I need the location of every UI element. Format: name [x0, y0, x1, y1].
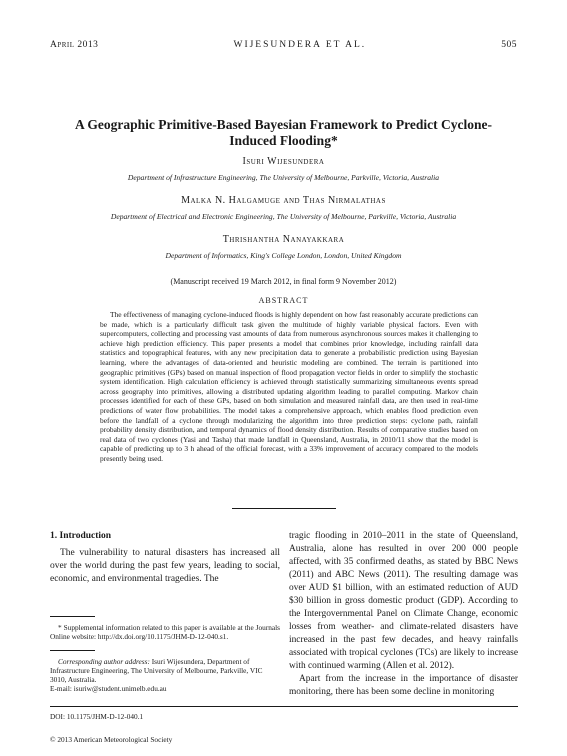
author-2: Malka N. Halgamuge and Thas Nirmalathas — [181, 195, 386, 206]
abstract-heading: ABSTRACT — [258, 296, 309, 305]
footnote-divider — [50, 616, 95, 617]
author-3: Thrishantha Nanayakkara — [222, 234, 345, 245]
corresponding-label: Corresponding author address: — [58, 656, 150, 666]
header-month: April 2013 — [50, 40, 99, 50]
running-header — [50, 40, 517, 50]
author-1: Isuri Wijesundera — [242, 156, 325, 167]
affiliation-3: Department of Informatics, King's College London, London, United Kingdom — [165, 251, 402, 260]
left-column — [50, 530, 280, 694]
right-column — [289, 530, 518, 699]
affiliation-2: Department of Electrical and Electronic Engineering, The University of Melbourne, Parkville, Victoria, Australia — [110, 212, 457, 221]
header-authors: WIJESUNDERA ET AL. — [233, 40, 367, 50]
abstract-divider — [232, 508, 336, 509]
copyright: © 2013 American Meteorological Society — [50, 735, 173, 744]
footnote-divider-2 — [50, 650, 95, 651]
corresponding-email: E-mail: isuriw@student.unimelb.edu.au — [50, 684, 167, 694]
intro-paragraph-2: Apart from the increase in the importance of disaster monitoring, there has been some decline in monitoring — [289, 674, 518, 697]
corresponding-address: Isuri Wijesundera, Department of Infrastructure Engineering, The University of Melbourne, Parkville, VIC 3010, Australia. — [50, 656, 263, 685]
abstract-text: The effectiveness of managing cyclone-induced floods is highly dependent on how fast reasonably accurate predictions can be made, which is a particularly difficult task given the multitude of highly variable physical factors. Even with supercomputers, collecting and processing vast amounts of data from numerous asynchronous sources makes it challenging to achieve high prediction efficiency. This paper presents a model that combines prior knowledge, including rainfall data statistics and topographical features, with any new precipitation data to generate a probabilistic prediction using Bayesian learning, where the advantages of data-oriented and heuristic modeling are combined. The terrain is partitioned into geographic primitives (GPs) based on manual inspection of flood propagation vector fields in order to simplify the stochastic system identification. High calculation efficiency is achieved through statistically summarizing simultaneous events spread across geography into primitives, allowing a distributed updating algorithm leading to parallel computing. Markov chain processes identified for each of these GPs, based on both simulation and measured rainfall data, are then used in real-time predictions of water flow probabilities. The model takes a comprehensive approach, which enables flood prediction even before the landfall of a cyclone through modularizing the algorithm into three prediction steps: cyclone path, rainfall probability density distribution, and temporal dynamics of flood density distribution. Results of comparative studies based on real data of two cyclones (Yasi and Tasha) that made landfall in Queensland, Australia, in 2010/11 show that the model is capable of predicting up to 3 h ahead of the official forecast, with a 33% improvement of accuracy compared to the models presently being used. — [100, 310, 478, 463]
paper-title: A Geographic Primitive-Based Bayesian Framework to Predict Cyclone-Induced Flooding* — [74, 117, 493, 148]
corresponding-author — [50, 657, 280, 685]
footnote-supplemental: * Supplemental information related to this paper is available at the Journals Online website: http://dx.doi.org/10.1175/JHM-D-12-040.s1. — [50, 623, 280, 642]
manuscript-received: (Manuscript received 19 March 2012, in final form 9 November 2012) — [170, 277, 397, 286]
section-heading: 1. Introduction — [50, 531, 112, 541]
footer-divider — [50, 706, 518, 707]
page-number: 505 — [501, 40, 517, 50]
intro-paragraph-continued: tragic flooding in 2010–2011 in the state of Queensland, Australia, alone has resulted in over 200 000 people affected, with 35 confirmed deaths, as stated by BBC News (2011) and ABC News (2011). The resulting damage was over AUD $1 billion, with an estimated reduction of AUD $30 billion in gross domestic product (GDP). According to the Intergovernmental Panel on Climate Change, economic losses from weather- and climate-related disasters have increased in the past few decades, and heavy rainfalls associated with tropical cyclones (TCs) are likely to increase with continued warming (Allen et al. 2012). — [289, 531, 518, 671]
intro-paragraph-1: The vulnerability to natural disasters has increased all over the world during the past few years, leading to social, economic, and environmental tragedies. The — [50, 548, 280, 584]
doi: DOI: 10.1175/JHM-D-12-040.1 — [50, 712, 144, 721]
affiliation-1: Department of Infrastructure Engineering, The University of Melbourne, Parkville, Victoria, Australia — [127, 173, 440, 182]
